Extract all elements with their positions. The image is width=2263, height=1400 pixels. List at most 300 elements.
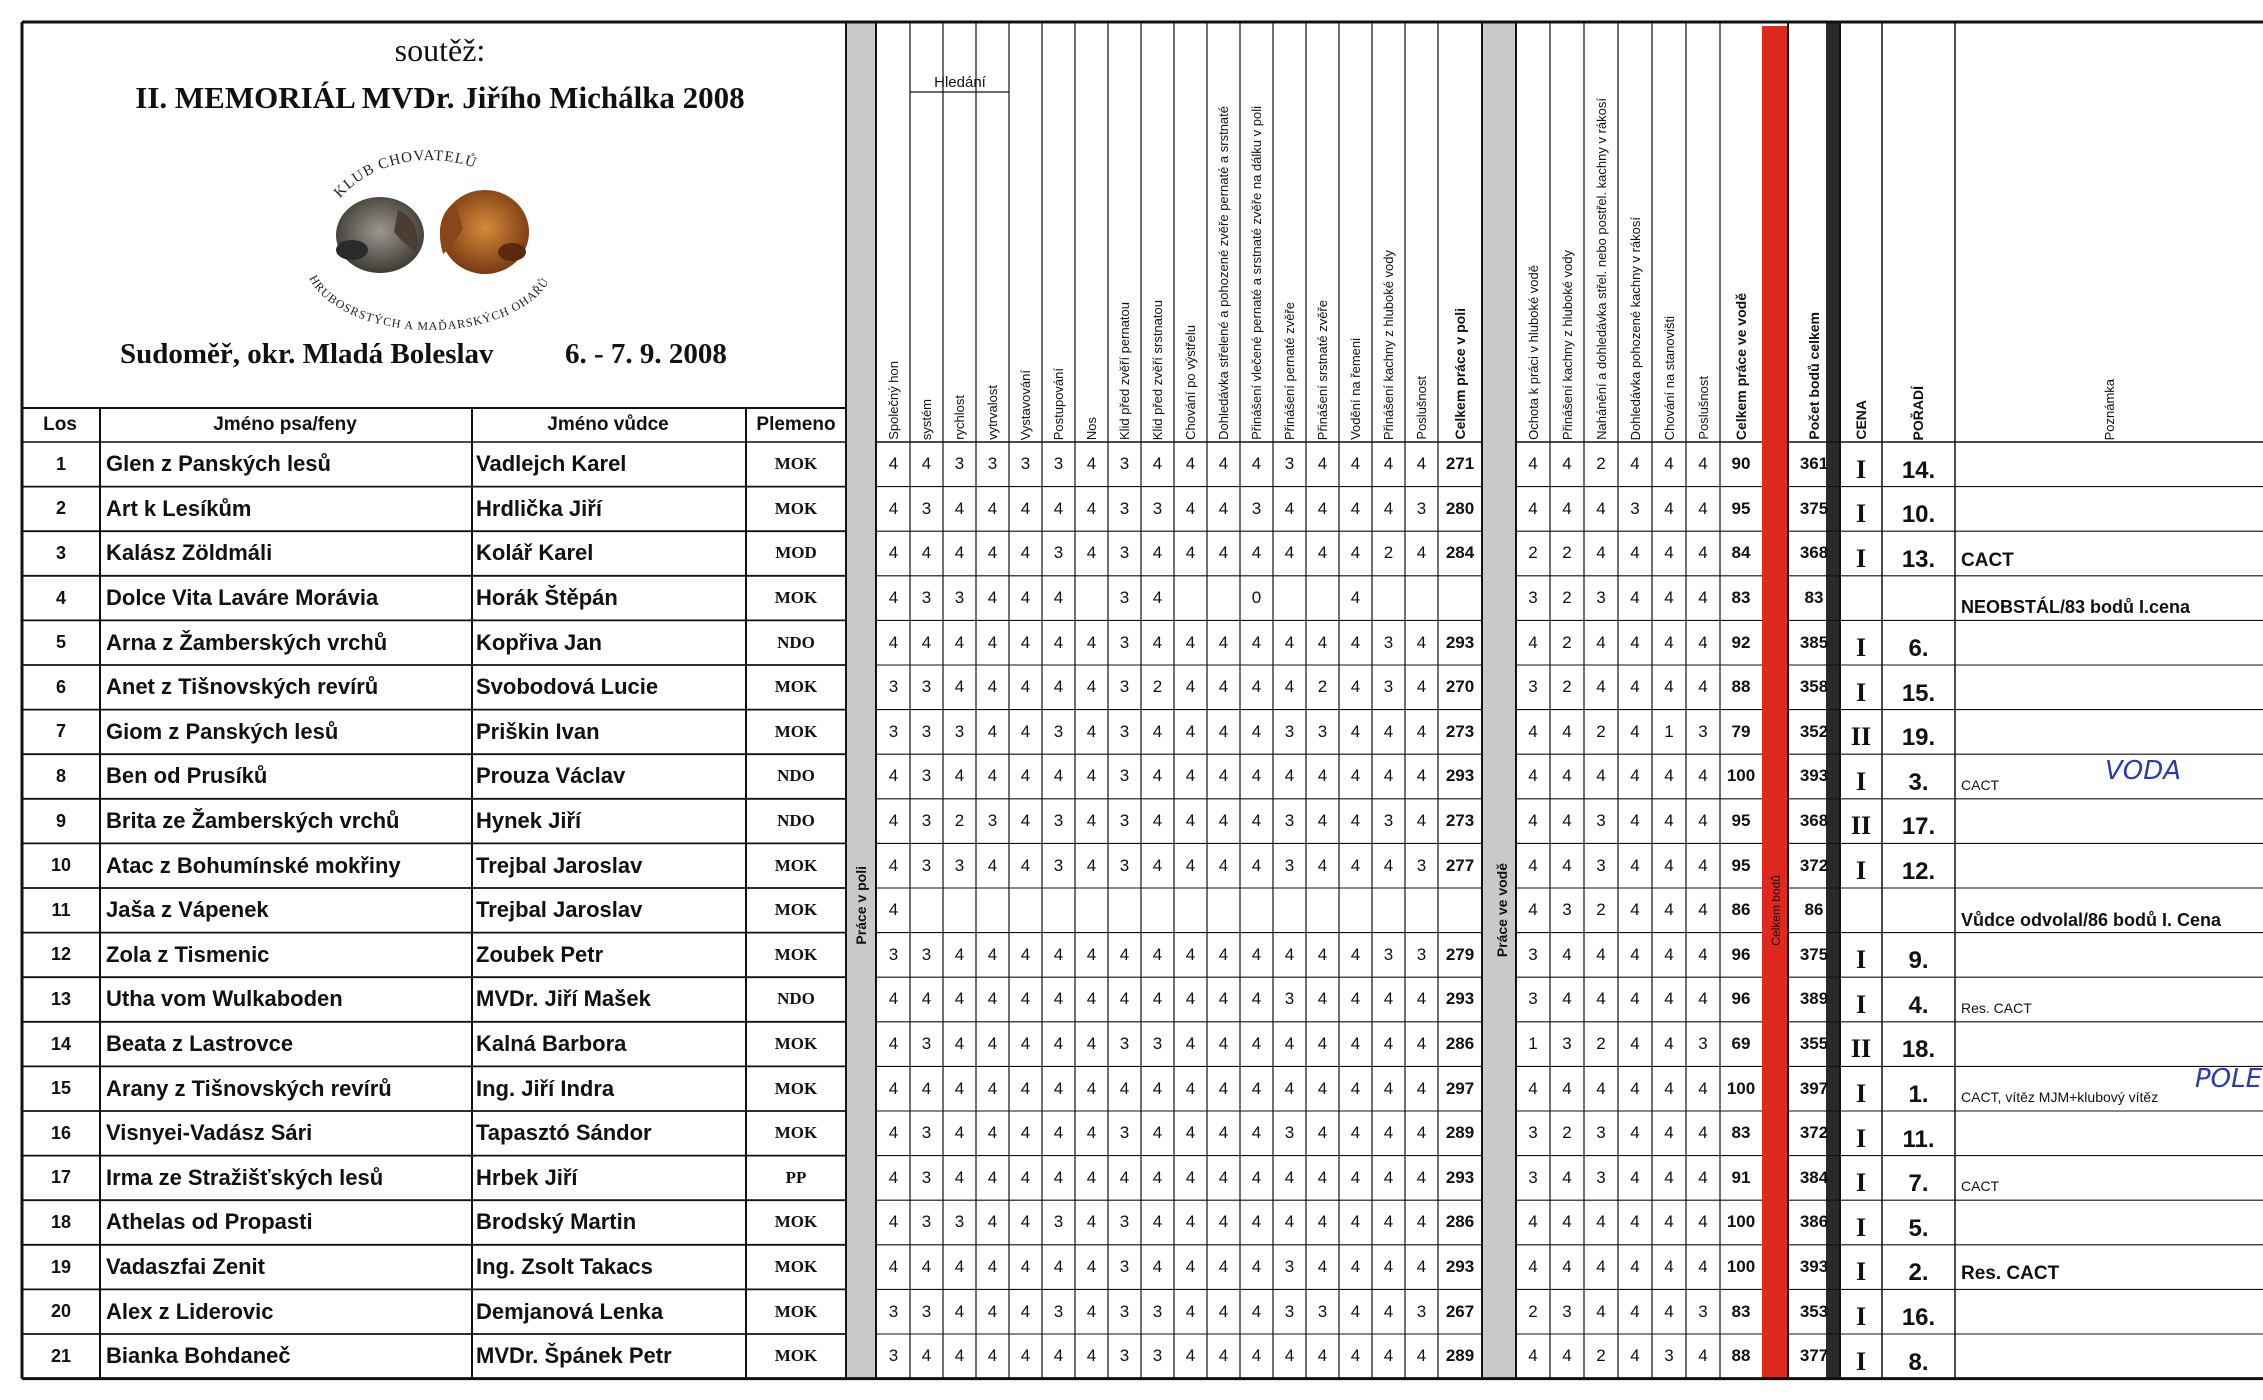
leader-cell: Ing. Jiří Indra <box>476 1075 615 1101</box>
water-score-cell: 4 <box>1630 1034 1640 1054</box>
water-score-cell: 4 <box>1528 900 1538 920</box>
field-score-cell: 4 <box>1218 1078 1229 1098</box>
water-score-cell: 4 <box>1562 1212 1572 1232</box>
field-score-cell: 4 <box>1251 1301 1262 1321</box>
los-cell: 20 <box>50 1301 72 1322</box>
field-score-cell: 3 <box>1416 855 1427 875</box>
water-score-cell: 4 <box>1664 677 1674 697</box>
field-score-cell: 3 <box>921 766 932 786</box>
field-score-cell: 4 <box>1086 543 1097 563</box>
water-score-cell: 3 <box>1630 498 1640 518</box>
water-score-cell: 4 <box>1562 1257 1572 1277</box>
field-score-cell: 3 <box>1119 811 1130 831</box>
note-cell: Res. CACT <box>1961 1263 2060 1285</box>
field-score-cell: 4 <box>1350 1034 1361 1054</box>
water-score-cell: 4 <box>1630 454 1640 474</box>
note-cell <box>1955 710 2263 755</box>
field-score-cell: 4 <box>1185 632 1196 652</box>
water-total-cell: 91 <box>1731 1167 1751 1187</box>
field-score-cell: 4 <box>1218 1167 1229 1187</box>
field-score-cell: 4 <box>1053 1123 1064 1143</box>
los-cell: 19 <box>50 1256 72 1277</box>
field-score-cell <box>1405 576 1438 621</box>
field-score-cell: 4 <box>1152 811 1163 831</box>
field-score-cell: 4 <box>1185 1346 1196 1366</box>
water-score-cell: 4 <box>1630 1257 1640 1277</box>
water-score-cell: 4 <box>1698 498 1708 518</box>
poradi-cell: 2. <box>1908 1259 1929 1287</box>
cena-cell: I <box>1855 855 1867 885</box>
field-score-cell: 4 <box>888 1078 899 1098</box>
water-total-cell: 84 <box>1731 543 1751 563</box>
field-score-cell: 4 <box>987 632 998 652</box>
field-score-cell: 3 <box>921 811 932 831</box>
logo-top-text: KLUB CHOVATELŮ <box>331 147 479 202</box>
field-score-cell: 4 <box>1317 1078 1328 1098</box>
water-score-cell: 4 <box>1698 1123 1708 1143</box>
logo-bottom-text: HRUBOSRSTÝCH A MAĎARSKÝCH OHAŘŮ <box>306 272 552 330</box>
table-row <box>0 977 2263 1022</box>
field-score-cell: 3 <box>1152 498 1163 518</box>
field-total-cell: 271 <box>1445 454 1475 474</box>
breed-cell: NDO <box>777 811 815 831</box>
field-score-cell: 4 <box>1383 1078 1394 1098</box>
field-score-cell: 4 <box>1152 766 1163 786</box>
col-los: Los <box>43 414 77 435</box>
field-score-cell: 4 <box>1020 1123 1031 1143</box>
water-score-cell: 3 <box>1596 855 1606 875</box>
poradi-cell: 15. <box>1901 679 1936 707</box>
water-score-cell: 2 <box>1528 1301 1538 1321</box>
field-score-cell: 3 <box>1119 1123 1130 1143</box>
field-score-cell: 4 <box>1086 498 1097 518</box>
water-total-header: Celkem práce ve vodě <box>1732 292 1749 440</box>
field-score-cell: 4 <box>1086 721 1097 741</box>
field-total-cell: 284 <box>1445 543 1475 563</box>
field-score-cell: 4 <box>1416 632 1427 652</box>
field-score-cell: 4 <box>954 1167 965 1187</box>
water-score-cell: 2 <box>1596 1034 1606 1054</box>
field-total-cell: 273 <box>1445 811 1475 831</box>
field-score-cell: 4 <box>1218 454 1229 474</box>
water-score-cell: 4 <box>1664 989 1674 1009</box>
field-score-cell: 4 <box>1251 1212 1262 1232</box>
field-total-cell: 286 <box>1445 1034 1475 1054</box>
water-score-cell: 4 <box>1630 1123 1640 1143</box>
water-score-cell: 4 <box>1698 1212 1708 1232</box>
field-score-cell: 4 <box>1218 1034 1229 1054</box>
field-score-cell: 4 <box>1053 498 1064 518</box>
breed-cell: NDO <box>777 989 815 1009</box>
breed-cell: MOK <box>774 498 818 518</box>
field-score-cell: 4 <box>1152 632 1163 652</box>
water-score-cell: 4 <box>1664 454 1674 474</box>
field-score-cell: 4 <box>1020 1301 1031 1321</box>
poradi-cell: 6. <box>1908 634 1929 662</box>
water-total-cell: 92 <box>1731 632 1751 652</box>
field-score-cell: 4 <box>1284 1167 1295 1187</box>
los-cell: 15 <box>50 1078 72 1099</box>
field-score-cell <box>976 888 1009 933</box>
field-score-cell: 4 <box>987 1346 998 1366</box>
field-total-cell: 273 <box>1445 721 1475 741</box>
field-score-cell: 4 <box>1251 454 1262 474</box>
field-score-cell: 4 <box>1284 632 1295 652</box>
water-score-cell: 2 <box>1562 588 1572 608</box>
field-score-cell: 3 <box>1284 989 1295 1009</box>
side-label-total: Celkem bodů <box>1769 874 1783 946</box>
field-score-cell: 3 <box>921 677 932 697</box>
leader-cell: Kolář Karel <box>476 540 594 566</box>
water-score-cell: 4 <box>1698 766 1708 786</box>
note-cell: Vůdce odvolal/86 bodů I. Cena <box>1961 909 2222 930</box>
field-score-cell: 3 <box>987 811 998 831</box>
note-cell <box>1955 1022 2263 1067</box>
field-score-cell: 4 <box>1284 1034 1295 1054</box>
field-col-header-9: Klid před zvěří srstnatou <box>1150 299 1165 440</box>
field-score-cell: 3 <box>1053 543 1064 563</box>
field-score-cell: 4 <box>1086 989 1097 1009</box>
water-score-cell: 4 <box>1664 900 1674 920</box>
field-score-cell: 4 <box>954 1346 965 1366</box>
poradi-cell: 8. <box>1908 1348 1929 1376</box>
field-total-cell: 293 <box>1445 632 1475 652</box>
field-score-cell: 4 <box>1350 989 1361 1009</box>
water-score-cell: 3 <box>1562 1034 1572 1054</box>
breed-cell: MOD <box>775 543 817 563</box>
wirehaired-dog-icon <box>336 197 424 273</box>
field-score-cell: 4 <box>987 989 998 1009</box>
field-score-cell: 4 <box>1020 588 1031 608</box>
water-score-cell: 2 <box>1596 721 1606 741</box>
total-points-cell: 397 <box>1799 1078 1829 1098</box>
table-row <box>0 1334 2263 1379</box>
water-score-cell: 4 <box>1528 766 1538 786</box>
water-score-cell: 4 <box>1630 677 1640 697</box>
field-score-cell: 4 <box>954 1078 965 1098</box>
leader-cell: Kopřiva Jan <box>476 629 602 655</box>
field-score-cell: 4 <box>1383 498 1394 518</box>
field-score-cell: 4 <box>1350 766 1361 786</box>
total-points-cell: 355 <box>1799 1034 1829 1054</box>
field-score-cell: 4 <box>1218 1257 1229 1277</box>
field-score-cell: 4 <box>1185 1212 1196 1232</box>
water-score-cell: 4 <box>1528 1346 1538 1366</box>
water-total-cell: 79 <box>1731 721 1751 741</box>
water-score-cell: 3 <box>1528 588 1538 608</box>
field-score-cell: 4 <box>1053 588 1064 608</box>
field-score-cell: 3 <box>1119 1034 1130 1054</box>
table-row <box>0 531 2263 576</box>
water-score-cell: 4 <box>1562 855 1572 875</box>
breed-cell: MOK <box>774 588 818 608</box>
water-score-cell: 4 <box>1596 498 1606 518</box>
poradi-cell: 12. <box>1901 857 1936 885</box>
water-score-cell: 4 <box>1630 811 1640 831</box>
field-score-cell: 4 <box>888 1034 899 1054</box>
field-score-cell <box>1405 888 1438 933</box>
field-score-cell: 4 <box>1284 498 1295 518</box>
field-score-cell: 3 <box>1119 721 1130 741</box>
note-cell: CACT <box>1961 776 2000 793</box>
field-score-cell: 4 <box>1416 1257 1427 1277</box>
table-row <box>0 754 2263 799</box>
cena-cell: I <box>1855 543 1867 573</box>
water-score-cell: 4 <box>1596 1212 1606 1232</box>
water-col-header-5: Chování na stanovišti <box>1661 315 1677 440</box>
field-score-cell: 4 <box>888 588 899 608</box>
field-score-cell: 3 <box>1284 1257 1295 1277</box>
poradi-cell: 10. <box>1901 501 1936 529</box>
water-total-cell: 90 <box>1731 454 1751 474</box>
water-score-cell: 3 <box>1528 677 1538 697</box>
field-score-cell: 4 <box>1350 1078 1361 1098</box>
field-score-cell: 4 <box>1383 1346 1394 1366</box>
field-score-cell: 4 <box>954 543 965 563</box>
table-row <box>0 843 2263 888</box>
water-score-cell: 4 <box>1528 1078 1538 1098</box>
field-total-cell: 277 <box>1445 855 1475 875</box>
field-score-cell: 4 <box>1416 1346 1427 1366</box>
water-score-cell: 2 <box>1596 1346 1606 1366</box>
field-score-cell: 4 <box>1086 1301 1097 1321</box>
field-score-cell: 3 <box>888 1301 899 1321</box>
water-score-cell: 2 <box>1596 454 1606 474</box>
dog-name-cell: Irma ze Stražišťských lesů <box>106 1164 384 1190</box>
field-score-cell: 4 <box>888 989 899 1009</box>
note-cell: Res. CACT <box>1961 999 2032 1016</box>
water-score-cell: 4 <box>1698 454 1708 474</box>
field-score-cell: 4 <box>1185 989 1196 1009</box>
leader-cell: Demjanová Lenka <box>476 1298 664 1324</box>
field-score-cell: 4 <box>1350 588 1361 608</box>
field-score-cell: 2 <box>954 811 965 831</box>
water-score-cell: 4 <box>1698 1346 1708 1366</box>
field-score-cell: 4 <box>1119 1078 1130 1098</box>
field-score-cell <box>1141 888 1174 933</box>
field-col-header-12: Přinášení vlečené pernaté a srstnaté zvěře na dálku v poli <box>1249 106 1264 440</box>
hledani-group-header: Hledání <box>934 74 986 91</box>
field-score-cell: 3 <box>1317 721 1328 741</box>
dog-name-cell: Bianka Bohdaneč <box>106 1343 291 1369</box>
poradi-cell <box>1882 576 1955 621</box>
water-total-cell: 100 <box>1726 1257 1756 1277</box>
field-score-cell: 4 <box>1416 1078 1427 1098</box>
field-score-cell: 4 <box>1086 811 1097 831</box>
breed-cell: MOK <box>774 1301 818 1321</box>
total-points-cell: 83 <box>1804 588 1824 608</box>
field-score-cell: 4 <box>1284 543 1295 563</box>
field-score-cell: 4 <box>1185 1301 1196 1321</box>
table-row <box>0 576 2263 621</box>
field-score-cell: 4 <box>1416 1212 1427 1232</box>
field-score-cell: 3 <box>1020 454 1031 474</box>
field-score-cell: 4 <box>1251 944 1262 964</box>
poradi-cell: 18. <box>1901 1036 1936 1064</box>
field-score-cell: 3 <box>1416 498 1427 518</box>
water-score-cell: 4 <box>1562 944 1572 964</box>
field-score-cell: 4 <box>1350 1167 1361 1187</box>
water-score-cell: 2 <box>1562 632 1572 652</box>
field-score-cell: 4 <box>987 1212 998 1232</box>
los-cell: 3 <box>55 542 66 563</box>
total-points-cell: 358 <box>1799 677 1829 697</box>
cena-cell <box>1840 888 1882 933</box>
field-col-header-17: Poslušnost <box>1414 376 1429 440</box>
svg-text:HRUBOSRSTÝCH A MAĎARSKÝCH OHAŘ <box>306 272 552 330</box>
field-score-cell <box>1207 576 1240 621</box>
field-score-cell: 4 <box>1086 766 1097 786</box>
field-score-cell: 3 <box>1284 811 1295 831</box>
note-cell: CACT <box>1961 549 2014 571</box>
cena-cell: I <box>1855 1301 1867 1331</box>
field-score-cell: 4 <box>1416 1034 1427 1054</box>
water-score-cell: 4 <box>1562 454 1572 474</box>
water-score-cell: 4 <box>1562 811 1572 831</box>
field-score-cell: 4 <box>1020 766 1031 786</box>
water-score-cell: 4 <box>1664 1034 1674 1054</box>
field-score-cell: 4 <box>1416 1123 1427 1143</box>
water-total-cell: 95 <box>1731 498 1751 518</box>
field-score-cell: 3 <box>921 944 932 964</box>
breed-cell: NDO <box>777 632 815 652</box>
field-score-cell: 4 <box>1383 1257 1394 1277</box>
field-score-cell: 4 <box>1185 721 1196 741</box>
field-score-cell <box>1372 888 1405 933</box>
table-row <box>0 665 2263 710</box>
field-score-cell: 4 <box>1317 1034 1328 1054</box>
note-cell <box>1955 933 2263 978</box>
field-score-cell: 4 <box>1350 1123 1361 1143</box>
water-col-header-3: Nahánění a dohledávka střel. nebo postřel. kachny v rákosí <box>1593 98 1609 440</box>
field-score-cell: 4 <box>987 721 998 741</box>
field-score-cell: 4 <box>921 454 932 474</box>
field-score-cell: 3 <box>954 855 965 875</box>
field-score-cell: 4 <box>954 766 965 786</box>
field-score-cell: 4 <box>1020 677 1031 697</box>
water-score-cell: 2 <box>1528 543 1538 563</box>
los-cell: 14 <box>50 1033 72 1054</box>
water-score-cell: 4 <box>1698 543 1708 563</box>
field-score-cell: 4 <box>987 498 998 518</box>
leader-cell: MVDr. Jiří Mašek <box>476 986 651 1012</box>
table-row <box>0 1111 2263 1156</box>
los-cell: 9 <box>55 810 66 831</box>
field-score-cell: 3 <box>1416 944 1427 964</box>
field-score-cell: 2 <box>1152 677 1163 697</box>
field-col-header-1: Společný hon <box>886 361 901 440</box>
field-score-cell <box>943 888 976 933</box>
water-score-cell: 4 <box>1698 677 1708 697</box>
water-score-cell: 4 <box>1698 944 1708 964</box>
dog-name-cell: Atac z Bohumínské mokřiny <box>106 852 401 878</box>
table-row <box>0 1022 2263 1067</box>
cena-cell <box>1840 576 1882 621</box>
dog-name-cell: Beata z Lastrovce <box>106 1031 294 1057</box>
field-score-cell: 4 <box>1020 1034 1031 1054</box>
dog-name-cell: Zola z Tismenic <box>106 941 270 967</box>
field-score-cell: 3 <box>921 1167 932 1187</box>
water-score-cell: 1 <box>1664 721 1674 741</box>
leader-cell: Priškin Ivan <box>476 718 600 744</box>
field-score-cell: 4 <box>1383 1212 1394 1232</box>
field-score-cell: 4 <box>1218 1212 1229 1232</box>
field-score-cell <box>1240 888 1273 933</box>
water-total-cell: 96 <box>1731 944 1751 964</box>
field-score-cell: 4 <box>1218 855 1229 875</box>
field-score-cell: 4 <box>1218 677 1229 697</box>
poradi-cell: 4. <box>1908 991 1929 1019</box>
field-score-cell: 3 <box>1284 721 1295 741</box>
breed-cell: MOK <box>774 721 818 741</box>
dog-name-cell: Brita ze Žamberských vrchů <box>106 808 400 834</box>
water-score-cell: 4 <box>1698 855 1708 875</box>
club-logo <box>280 140 580 330</box>
water-score-cell: 3 <box>1698 1301 1708 1321</box>
field-score-cell: 3 <box>1284 454 1295 474</box>
leader-cell: Hrdlička Jiří <box>476 495 602 521</box>
field-score-cell: 4 <box>1317 1123 1328 1143</box>
poradi-cell: 3. <box>1908 768 1929 796</box>
field-score-cell: 4 <box>1053 1078 1064 1098</box>
field-score-cell: 4 <box>987 677 998 697</box>
water-score-cell: 4 <box>1630 721 1640 741</box>
cena-cell: I <box>1855 1346 1867 1376</box>
field-score-cell: 4 <box>1416 677 1427 697</box>
field-score-cell: 4 <box>1020 1257 1031 1277</box>
field-score-cell: 3 <box>1152 1034 1163 1054</box>
field-score-cell: 3 <box>1053 721 1064 741</box>
total-points-header: Počet bodů celkem <box>1805 312 1822 440</box>
field-score-cell: 4 <box>1152 1257 1163 1277</box>
leader-cell: Ing. Zsolt Takacs <box>476 1254 653 1280</box>
dog-name-cell: Art k Lesíkům <box>106 495 252 521</box>
field-score-cell: 4 <box>1020 1078 1031 1098</box>
field-score-cell: 3 <box>1119 766 1130 786</box>
water-col-header-4: Dohledávka pohozené kachny v rákosí <box>1627 216 1643 440</box>
water-score-cell: 4 <box>1562 1078 1572 1098</box>
total-points-cell: 372 <box>1799 1123 1829 1143</box>
cena-cell: I <box>1855 1212 1867 1242</box>
los-cell: 4 <box>55 587 66 608</box>
field-score-cell: 4 <box>888 766 899 786</box>
field-col-header-5: Vystavování <box>1018 369 1033 440</box>
field-score-cell: 4 <box>1317 944 1328 964</box>
water-score-cell: 2 <box>1562 677 1572 697</box>
table-row <box>0 710 2263 755</box>
venue: Sudoměř, okr. Mladá Boleslav <box>120 338 494 370</box>
water-score-cell: 3 <box>1596 1167 1606 1187</box>
total-points-cell: 368 <box>1799 811 1829 831</box>
water-score-cell: 4 <box>1664 1123 1674 1143</box>
field-score-cell: 4 <box>1152 543 1163 563</box>
field-score-cell: 3 <box>1119 1301 1130 1321</box>
field-score-cell: 4 <box>1317 1257 1328 1277</box>
field-score-cell: 4 <box>1218 1123 1229 1143</box>
field-score-cell: 3 <box>1053 1212 1064 1232</box>
field-score-cell: 4 <box>1317 766 1328 786</box>
field-score-cell: 3 <box>1053 454 1064 474</box>
breed-cell: MOK <box>774 1346 818 1366</box>
water-score-cell: 4 <box>1630 588 1640 608</box>
water-total-cell: 86 <box>1731 900 1751 920</box>
cena-cell: I <box>1855 945 1867 975</box>
field-score-cell <box>1306 576 1339 621</box>
field-score-cell: 4 <box>1086 944 1097 964</box>
cena-cell: I <box>1855 989 1867 1019</box>
total-points-cell: 384 <box>1799 1167 1829 1187</box>
field-score-cell: 4 <box>1086 454 1097 474</box>
